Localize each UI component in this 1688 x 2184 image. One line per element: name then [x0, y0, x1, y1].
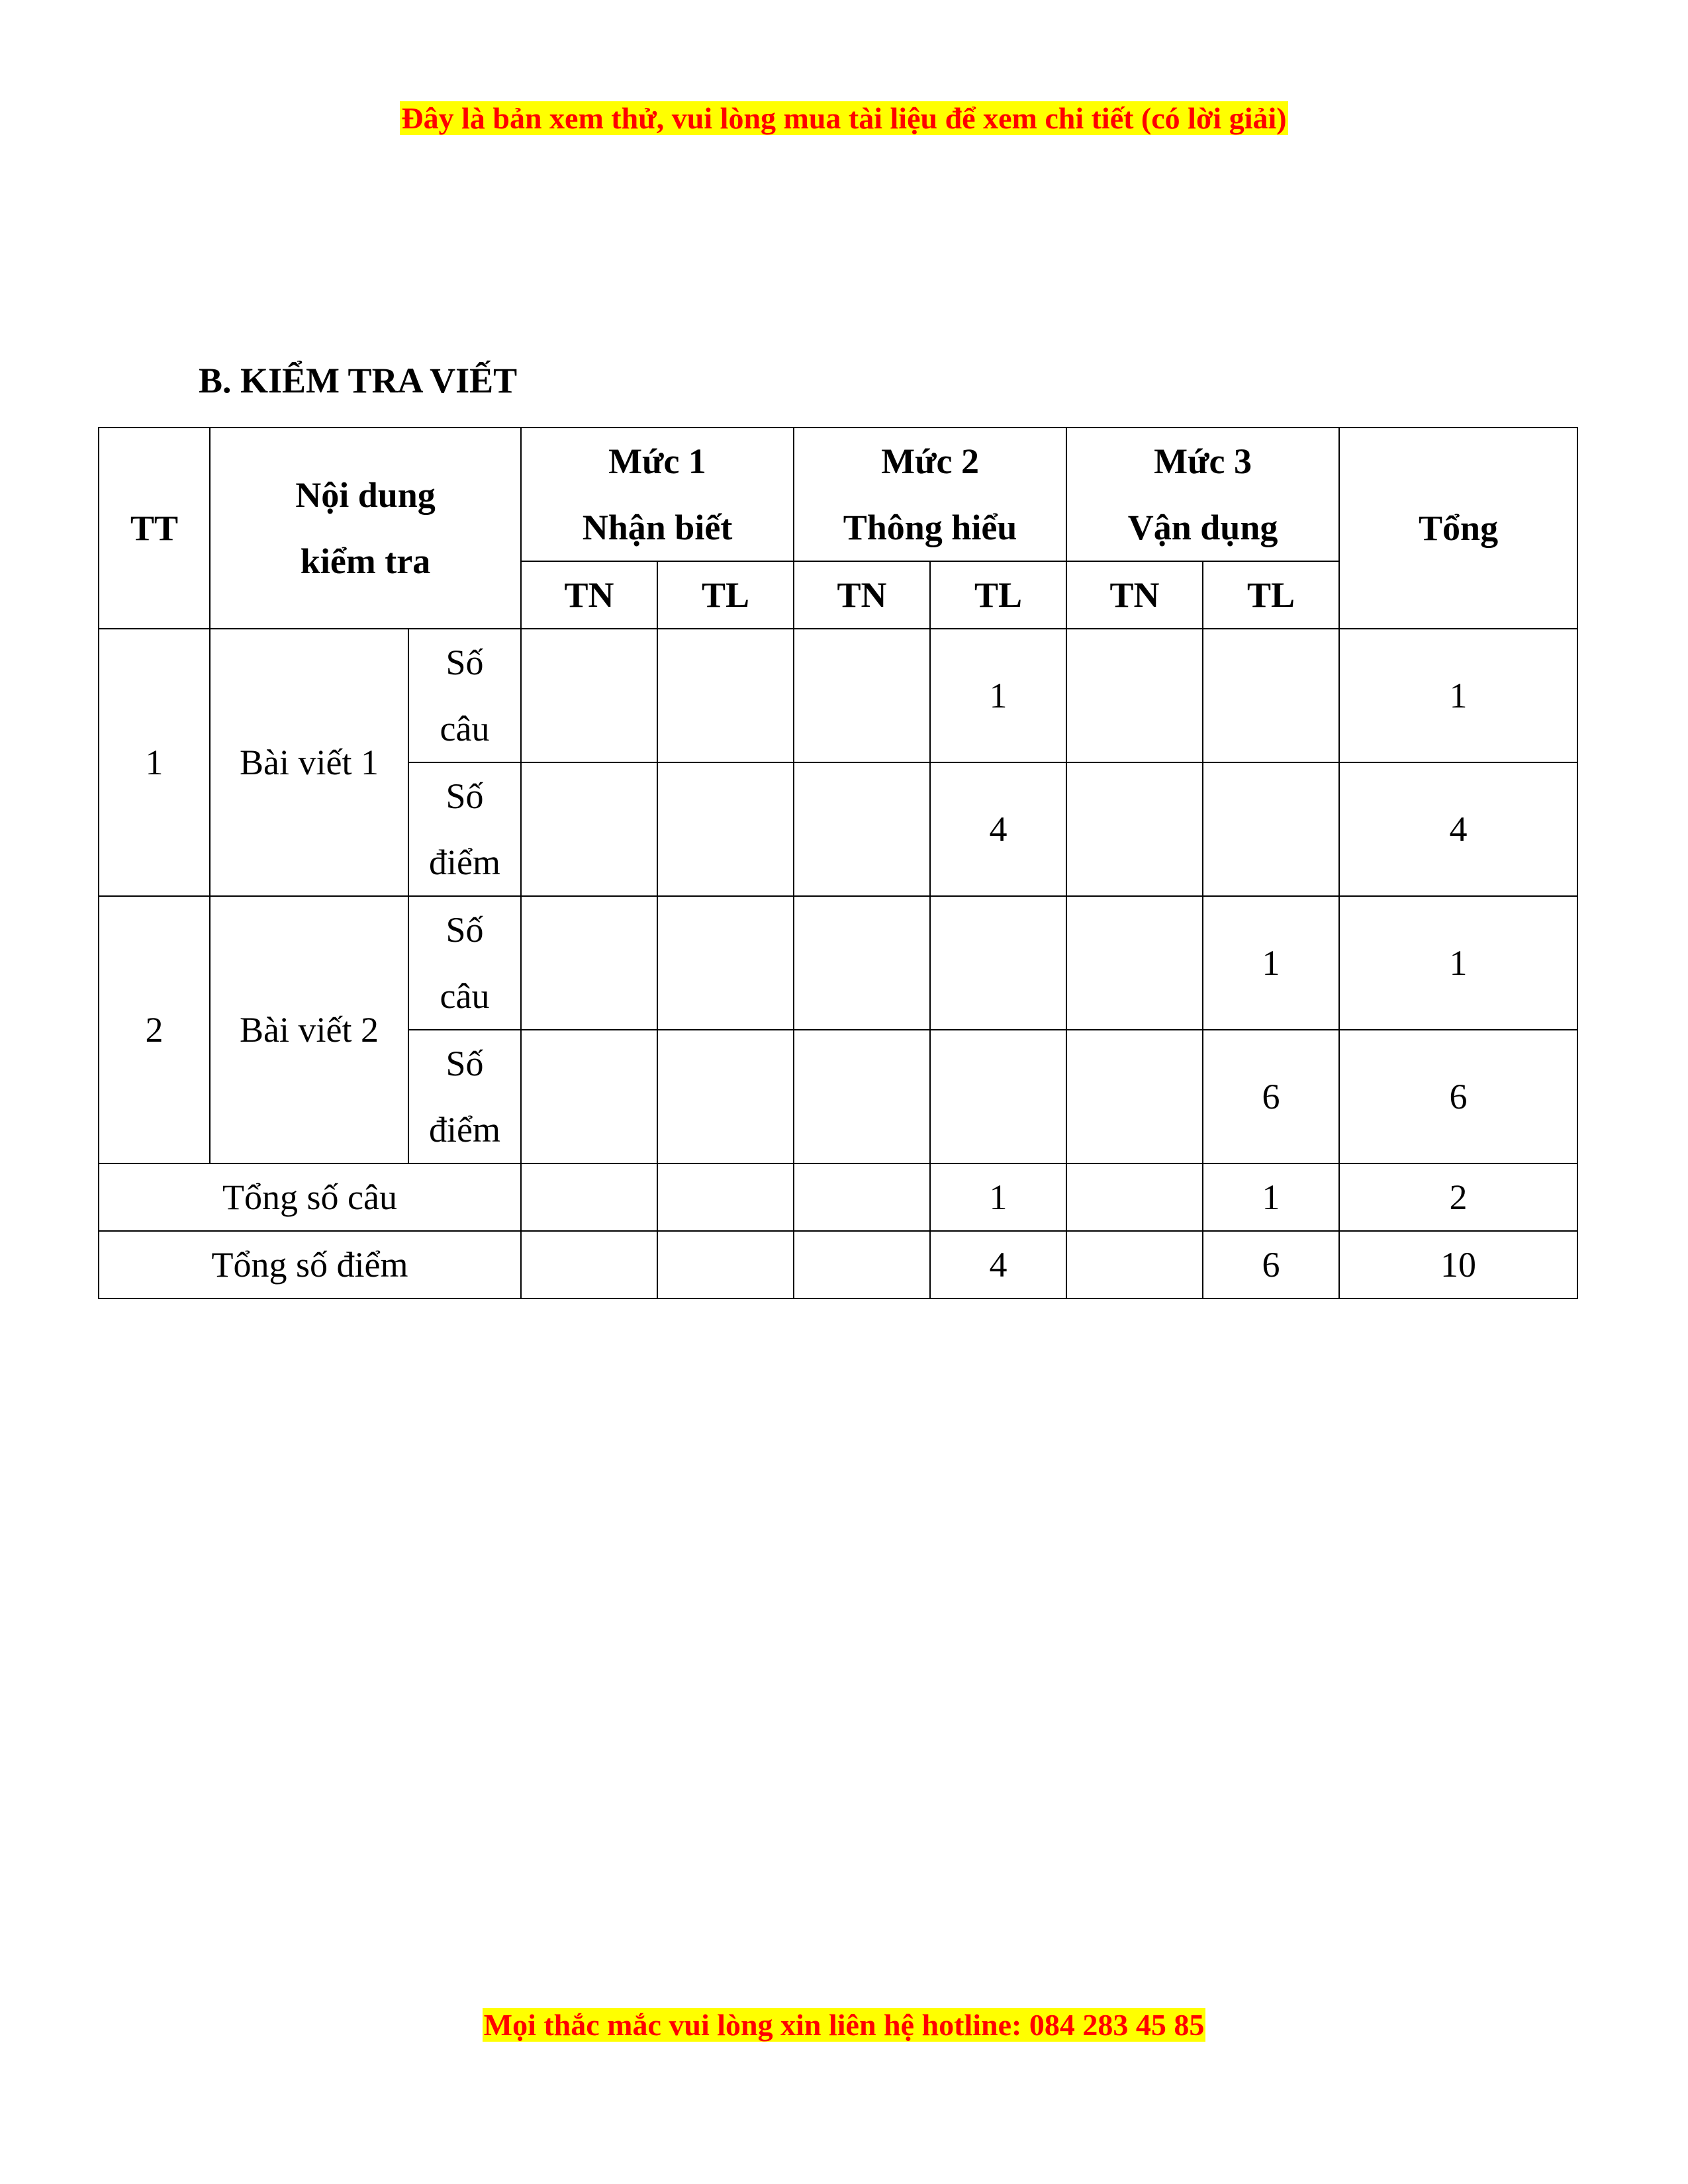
table-row [99, 896, 1577, 1030]
table-cell [794, 1231, 930, 1298]
header-level-3 [1066, 428, 1339, 561]
total-points-label: Tổng số điểm [99, 1231, 521, 1298]
table-cell: 1 [930, 629, 1066, 762]
row-content-name: Bài viết 2 [210, 896, 408, 1163]
table-cell: 1 [1203, 1163, 1339, 1231]
header-tl: TL [657, 561, 794, 629]
row-content-name: Bài viết 1 [210, 629, 408, 896]
header-content-line1: Nội dung [295, 475, 436, 515]
section-title: B. KIỂM TRA VIẾT [199, 361, 518, 400]
table-cell [1066, 1030, 1203, 1163]
table-cell [1066, 896, 1203, 1030]
row-sub-label [408, 1030, 521, 1163]
preview-notice-banner [0, 98, 1688, 139]
header-tn: TN [1066, 561, 1203, 629]
table-cell [1203, 762, 1339, 896]
table-row [99, 629, 1577, 762]
table-cell [794, 762, 930, 896]
table-cell [1066, 1163, 1203, 1231]
table-cell [794, 1030, 930, 1163]
table-cell [657, 1231, 794, 1298]
table-cell [1066, 629, 1203, 762]
table-cell: 6 [1203, 1231, 1339, 1298]
table-cell [794, 629, 930, 762]
table-cell [930, 896, 1066, 1030]
level-1-name: Mức 1 [608, 441, 706, 481]
header-tt: TT [99, 428, 210, 629]
row-number: 2 [99, 896, 210, 1163]
table-cell [521, 762, 657, 896]
table-cell [794, 1163, 930, 1231]
table-cell [521, 1030, 657, 1163]
row-total: 4 [1339, 762, 1577, 896]
table-cell [794, 896, 930, 1030]
sub-label-line1: Số [445, 910, 484, 950]
level-3-desc: Vận dụng [1127, 508, 1278, 547]
row-number: 1 [99, 629, 210, 896]
header-tn: TN [521, 561, 657, 629]
total-questions-label: Tổng số câu [99, 1163, 521, 1231]
table-cell [1066, 762, 1203, 896]
table-cell [521, 629, 657, 762]
table-cell: 1 [930, 1163, 1066, 1231]
sub-label-line2: điểm [429, 842, 500, 882]
sub-label-line1: Số [445, 643, 484, 682]
hotline-text: Mọi thắc mắc vui lòng xin liên hệ hotline: 084 283 45 85 [483, 2008, 1205, 2042]
total-questions-row [99, 1163, 1577, 1231]
table-cell [521, 1231, 657, 1298]
table-cell: 4 [930, 1231, 1066, 1298]
header-level-2 [794, 428, 1066, 561]
row-sub-label [408, 762, 521, 896]
table-cell [1066, 1231, 1203, 1298]
row-total: 1 [1339, 629, 1577, 762]
total-points-row [99, 1231, 1577, 1298]
sub-label-line2: câu [440, 976, 490, 1016]
header-row-levels [99, 428, 1577, 561]
table-cell [1203, 629, 1339, 762]
table-cell [657, 629, 794, 762]
table-cell [521, 896, 657, 1030]
grand-total: 2 [1339, 1163, 1577, 1231]
row-total: 1 [1339, 896, 1577, 1030]
level-3-name: Mức 3 [1154, 441, 1252, 481]
table-cell [657, 1163, 794, 1231]
header-total: Tổng [1339, 428, 1577, 629]
table-cell [930, 1030, 1066, 1163]
level-1-desc: Nhận biết [582, 508, 733, 547]
hotline-banner [0, 2005, 1688, 2046]
table-cell: 6 [1203, 1030, 1339, 1163]
sub-label-line2: câu [440, 709, 490, 749]
preview-notice-text: Đây là bản xem thử, vui lòng mua tài liệu để xem chi tiết (có lời giải) [401, 101, 1287, 135]
header-content-line2: kiểm tra [300, 541, 431, 581]
header-tn: TN [794, 561, 930, 629]
row-total: 6 [1339, 1030, 1577, 1163]
table-cell [657, 896, 794, 1030]
header-tl: TL [930, 561, 1066, 629]
sub-label-line1: Số [445, 776, 484, 816]
table-cell [657, 762, 794, 896]
table-cell: 1 [1203, 896, 1339, 1030]
table-cell [521, 1163, 657, 1231]
header-level-1 [521, 428, 794, 561]
level-2-desc: Thông hiểu [843, 508, 1017, 547]
header-tl: TL [1203, 561, 1339, 629]
sub-label-line2: điểm [429, 1110, 500, 1150]
test-matrix-table [98, 427, 1578, 1299]
header-content [210, 428, 521, 629]
level-2-name: Mức 2 [881, 441, 979, 481]
row-sub-label [408, 629, 521, 762]
table-cell [657, 1030, 794, 1163]
row-sub-label [408, 896, 521, 1030]
grand-total: 10 [1339, 1231, 1577, 1298]
sub-label-line1: Số [445, 1044, 484, 1083]
table-cell: 4 [930, 762, 1066, 896]
